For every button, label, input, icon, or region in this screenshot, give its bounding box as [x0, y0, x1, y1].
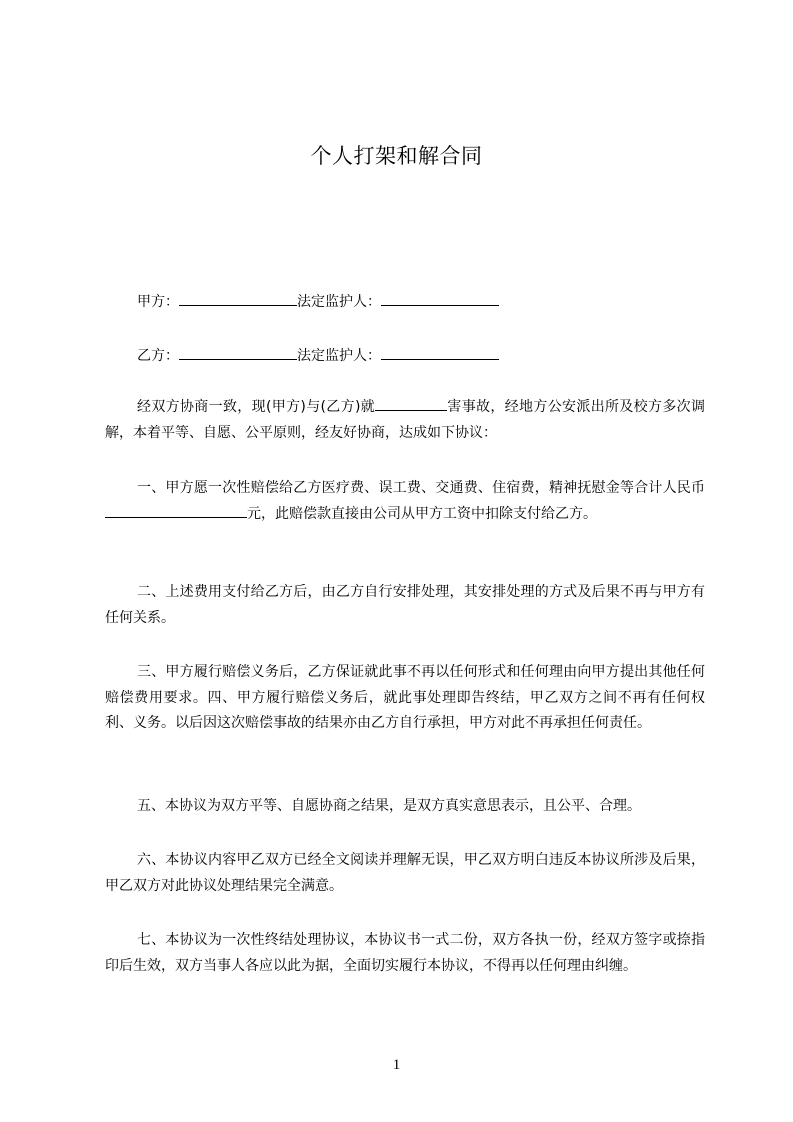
intro-text-1: 经双方协商一致，现(甲方)与(乙方)就 — [137, 399, 376, 415]
party-b-guardian-label: 法定监护人： — [297, 348, 381, 364]
clause-1-text-1: 一、甲方愿一次性赔偿给乙方医疗费、误工费、交通费、住宿费，精神抚慰金等合计人民币 — [137, 480, 705, 496]
party-b-guardian-blank[interactable] — [381, 344, 499, 360]
party-a-line — [137, 290, 499, 312]
amount-blank[interactable] — [105, 503, 247, 518]
clause-1 — [105, 476, 705, 527]
party-a-label: 甲方： — [137, 294, 179, 310]
party-b-line — [137, 344, 499, 366]
clause-7: 七、本协议为一次性终结处理协议，本协议书一式二份，双方各执一份，经双方签字或捺指印后生效，双方当事人各应以此为据，全面切实履行本协议，不得再以任何理由纠缠。 — [105, 932, 705, 974]
party-a-blank[interactable] — [179, 290, 297, 306]
party-b-label: 乙方： — [137, 348, 179, 364]
page-number: 1 — [392, 1057, 401, 1073]
clause-5: 五、本协议为双方平等、自愿协商之结果，是双方真实意思表示，且公平、合理。 — [137, 798, 641, 814]
document-title: 个人打架和解合同 — [310, 144, 483, 168]
party-b-blank[interactable] — [179, 344, 297, 360]
intro-text-2: 害事故，经地方公安派出所及校方多次调解，本着平等、自愿、公平原则，经友好协商，达成如下协议： — [105, 399, 705, 441]
clause-6: 六、本协议内容甲乙双方已经全文阅读并理解无误，甲乙双方明白违反本协议所涉及后果，甲乙双方对此协议处理结果完全满意。 — [105, 852, 705, 894]
clause-2: 二、上述费用支付给乙方后，由乙方自行安排处理，其安排处理的方式及后果不再与甲方有任何关系。 — [105, 584, 705, 626]
incident-blank[interactable] — [375, 396, 447, 411]
clause-3-4: 三、甲方履行赔偿义务后，乙方保证就此事不再以任何形式和任何理由向甲方提出其他任何赔偿费用要求。四、甲方履行赔偿义务后，就此事处理即告终结，甲乙双方之间不再有任何权利、义务。以后因这次赔偿事故的结果亦由乙方自行承担，甲方对此不再承担任何责任。 — [105, 664, 705, 731]
party-a-guardian-blank[interactable] — [381, 290, 499, 306]
intro-paragraph — [105, 395, 705, 446]
clause-1-text-2: 元，此赔偿款直接由公司从甲方工资中扣除支付给乙方。 — [247, 505, 597, 522]
party-a-guardian-label: 法定监护人： — [297, 294, 381, 310]
